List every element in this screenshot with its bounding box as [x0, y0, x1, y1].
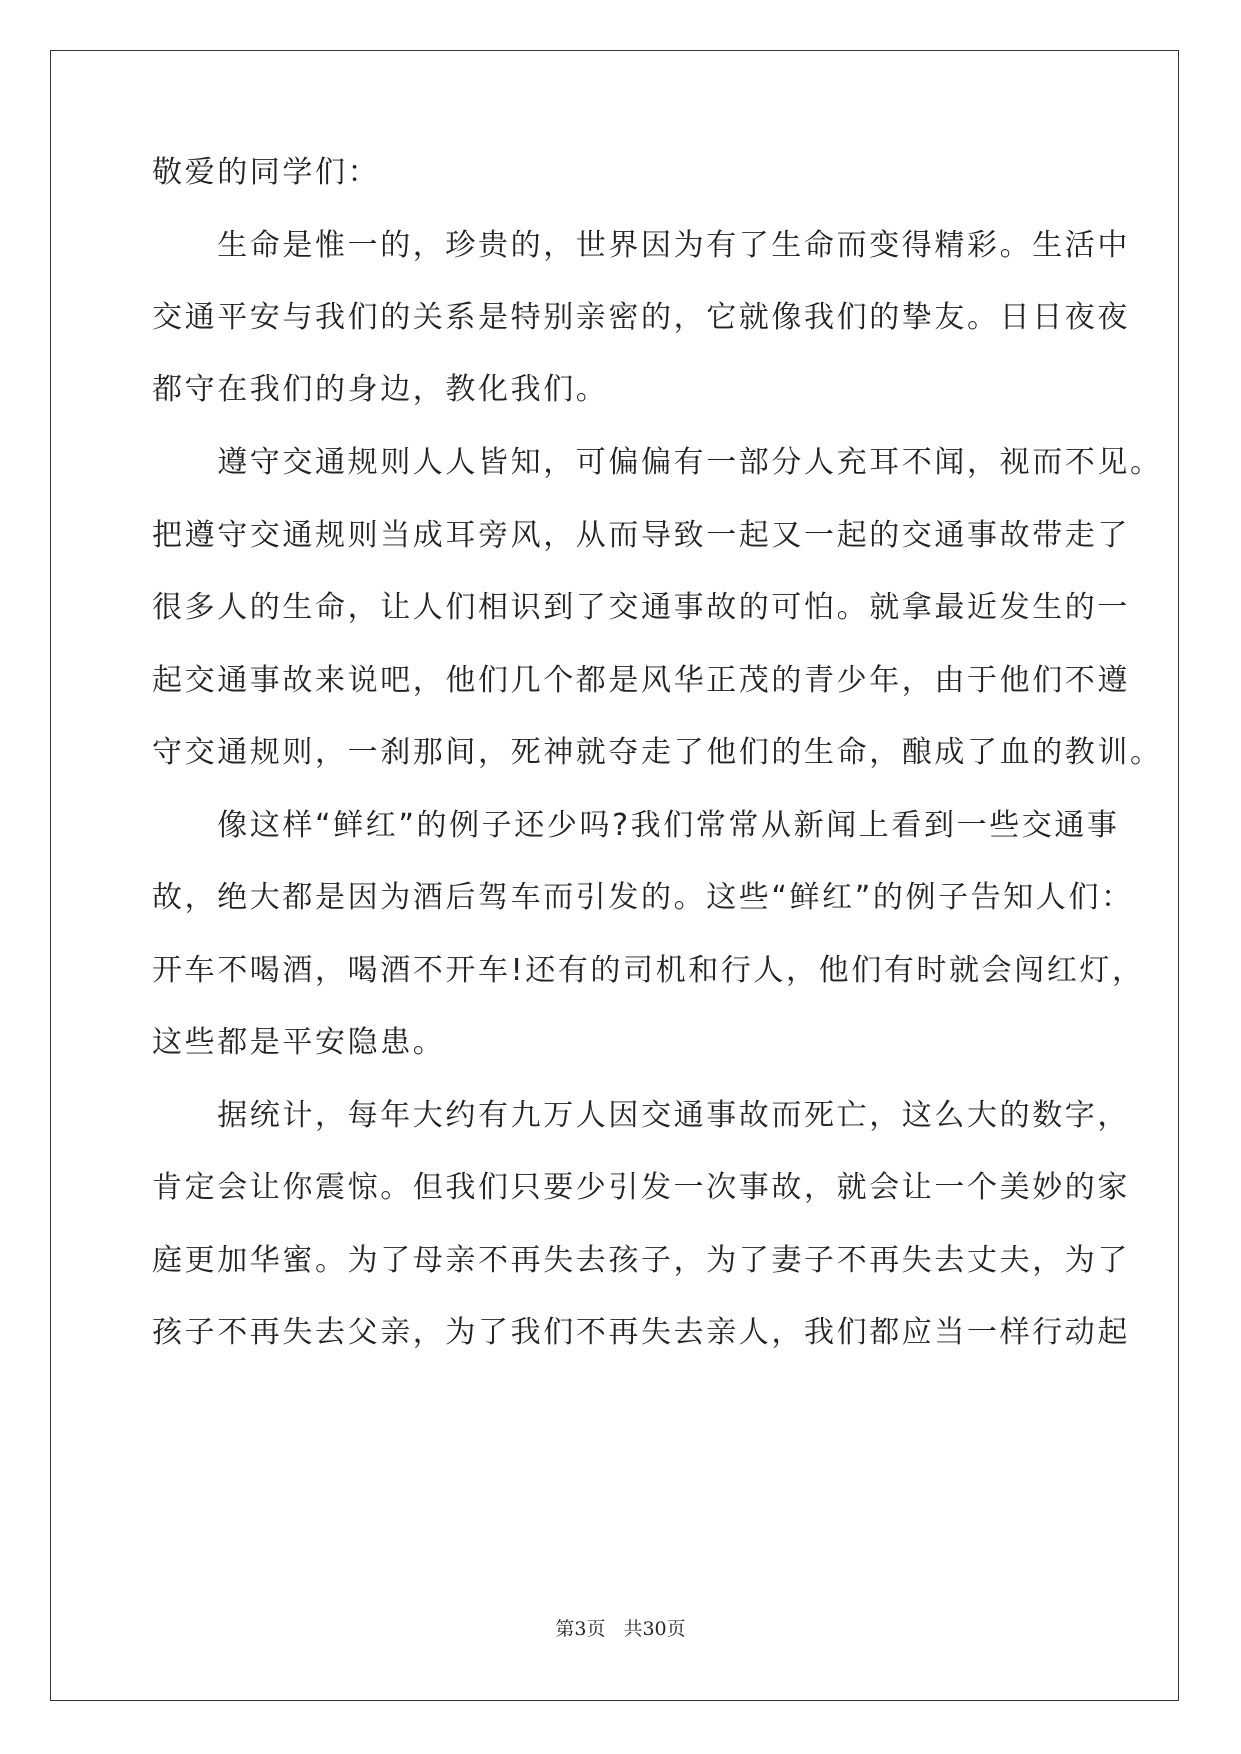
text-line: 遵守交通规则人人皆知，可偏偏有一部分人充耳不闻，视而不见。: [152, 445, 1163, 480]
text-line: 把遵守交通规则当成耳旁风，从而导致一起又一起的交通事故带走了: [152, 518, 1130, 553]
text-line: 肯定会让你震惊。但我们只要少引发一次事故，就会让一个美妙的家: [152, 1170, 1130, 1205]
text-line: 像这样“鲜红”的例子还少吗?我们常常从新闻上看到一些交通事: [152, 808, 1120, 843]
text-line: 孩子不再失去父亲，为了我们不再失去亲人，我们都应当一样行动起: [152, 1315, 1130, 1350]
text-line: 起交通事故来说吧，他们几个都是风华正茂的青少年，由于他们不遵: [152, 663, 1130, 698]
text-line: 守交通规则，一刹那间，死神就夺走了他们的生命，酿成了血的教训。: [152, 735, 1163, 770]
text-line: 庭更加华蜜。为了母亲不再失去孩子，为了妻子不再失去丈夫，为了: [152, 1243, 1130, 1278]
page-number: 第3页: [555, 1618, 606, 1640]
text-line: 很多人的生命，让人们相识到了交通事故的可怕。就拿最近发生的一: [152, 590, 1130, 625]
text-line: 这些都是平安隐患。: [152, 1025, 446, 1060]
text-line: 故，绝大都是因为酒后驾车而引发的。这些“鲜红”的例子告知人们：: [152, 880, 1134, 915]
text-line: 据统计，每年大约有九万人因交通事故而死亡，这么大的数字，: [152, 1098, 1130, 1133]
text-line: 都守在我们的身边，教化我们。: [152, 372, 609, 407]
text-line: 交通平安与我们的关系是特别亲密的，它就像我们的挚友。日日夜夜: [152, 300, 1130, 335]
text-line: 生命是惟一的，珍贵的，世界因为有了生命而变得精彩。生活中: [152, 228, 1130, 263]
text-line: 敬爱的同学们：: [152, 155, 381, 190]
text-line: 开车不喝酒，喝酒不开车!还有的司机和行人，他们有时就会闯红灯，: [152, 953, 1145, 988]
page-total: 共30页: [623, 1618, 686, 1640]
page-footer: [0, 1617, 1241, 1641]
